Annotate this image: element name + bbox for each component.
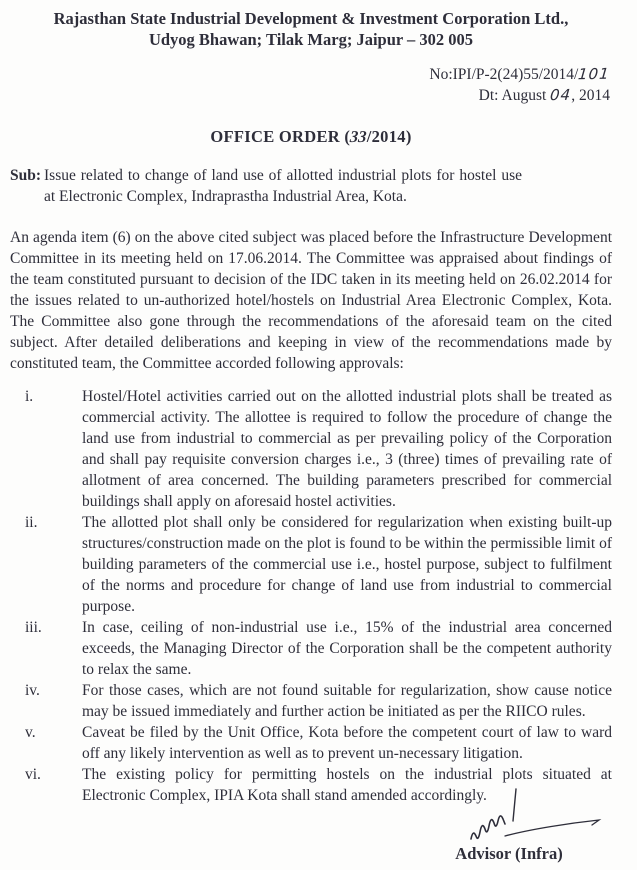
signature-block: [409, 787, 609, 864]
date-prefix: Dt: August: [478, 87, 551, 104]
list-item-text: The existing policy for permitting hostels on the industrial plots situated at Electronic Complex, IPIA Kota shall stand amended accordingly.: [82, 766, 612, 804]
approvals-list: [10, 386, 612, 806]
subject-text: Issue related to change of land use of allotted industrial plots for hostel use at Electronic Complex, Indraprastha Industrial Area, Kota.: [44, 167, 522, 205]
reference-number-handwritten: 101: [577, 64, 611, 84]
list-item-text: In case, ceiling of non-industrial use i.e., 15% of the industrial area concerned exceeds, the Managing Director of the Corporation shall be the competent authority to relax the same.: [82, 619, 612, 678]
list-item: [10, 617, 612, 680]
org-name: Rajasthan State Industrial Development & Investment Corporation Ltd.,: [53, 9, 569, 28]
reference-number-line: [10, 64, 610, 85]
list-item-marker: i.: [25, 388, 34, 405]
org-header: [10, 8, 612, 50]
list-item-text: Hostel/Hotel activities carried out on the allotted industrial plots shall be treated as commercial activity. The allottee is required to follow the procedure of change the land use from industrial to commercial as per prevailing policy of the Corporation and shall pay requisite conversion charges i.e., 3 (three) times of prevailing rate of allotment of area concerned. The building parameters prescribed for commercial buildings shall apply on aforesaid hostel activities.: [82, 388, 612, 510]
list-item-text: The allotted plot shall only be considered for regularization when existing built-up structures/construction made on the plot is found to be within the permissible limit of building parameters of the commercial use i.e., hostel purpose, subject to fulfilment of the norms and procedure for change of land use from industrial to commercial purpose.: [82, 514, 612, 615]
order-number-handwritten: 33: [349, 127, 368, 146]
signature-icon: [419, 787, 609, 849]
date-handwritten: 04: [549, 85, 573, 105]
list-item-marker: v.: [25, 724, 36, 741]
reference-date-line: [10, 85, 610, 106]
reference-number-printed: No:IPI/P-2(24)55/2014/: [429, 66, 579, 83]
list-item: [10, 680, 612, 722]
subject-row: [10, 165, 612, 207]
list-item: [10, 512, 612, 617]
subject-label: Sub:: [10, 167, 42, 184]
signatory-designation: Advisor (Infra): [455, 844, 563, 863]
list-item-marker: vi.: [25, 766, 41, 783]
order-title-suffix: /2014): [366, 127, 412, 146]
order-title-prefix: OFFICE ORDER (: [210, 127, 351, 146]
body-paragraph: An agenda item (6) on the above cited subject was placed before the Infrastructure Development Committee in its meeting held on 17.06.2014. The Committee was appraised about findings of the team constituted pursuant to decision of the IDC taken in its meeting held on 26.02.2014 for the issues related to un-authorized hotel/hostels on Industrial Area Electronic Complex, Kota. The Committee also gone through the recommendations of the aforesaid team on the cited subject. After detailed deliberations and keeping in view of the recommendations made by constituted team, the Committee accorded following approvals:: [10, 229, 612, 372]
list-item-marker: iv.: [25, 682, 40, 699]
reference-block: [10, 64, 612, 106]
list-item: [10, 386, 612, 512]
date-suffix: , 2014: [571, 87, 610, 104]
list-item-marker: iii.: [25, 619, 42, 636]
list-item-marker: ii.: [25, 514, 38, 531]
list-item-text: For those cases, which are not found suitable for regularization, show cause notice may be issued immediately and further action be initiated as per the RIICO rules.: [82, 682, 612, 720]
list-item-text: Caveat be filed by the Unit Office, Kota before the competent court of law to ward off any likely intervention as well as to prevent un-necessary litigation.: [82, 724, 612, 762]
order-title: [10, 126, 612, 147]
list-item: [10, 722, 612, 764]
org-address: Udyog Bhawan; Tilak Marg; Jaipur – 302 005: [148, 30, 474, 49]
